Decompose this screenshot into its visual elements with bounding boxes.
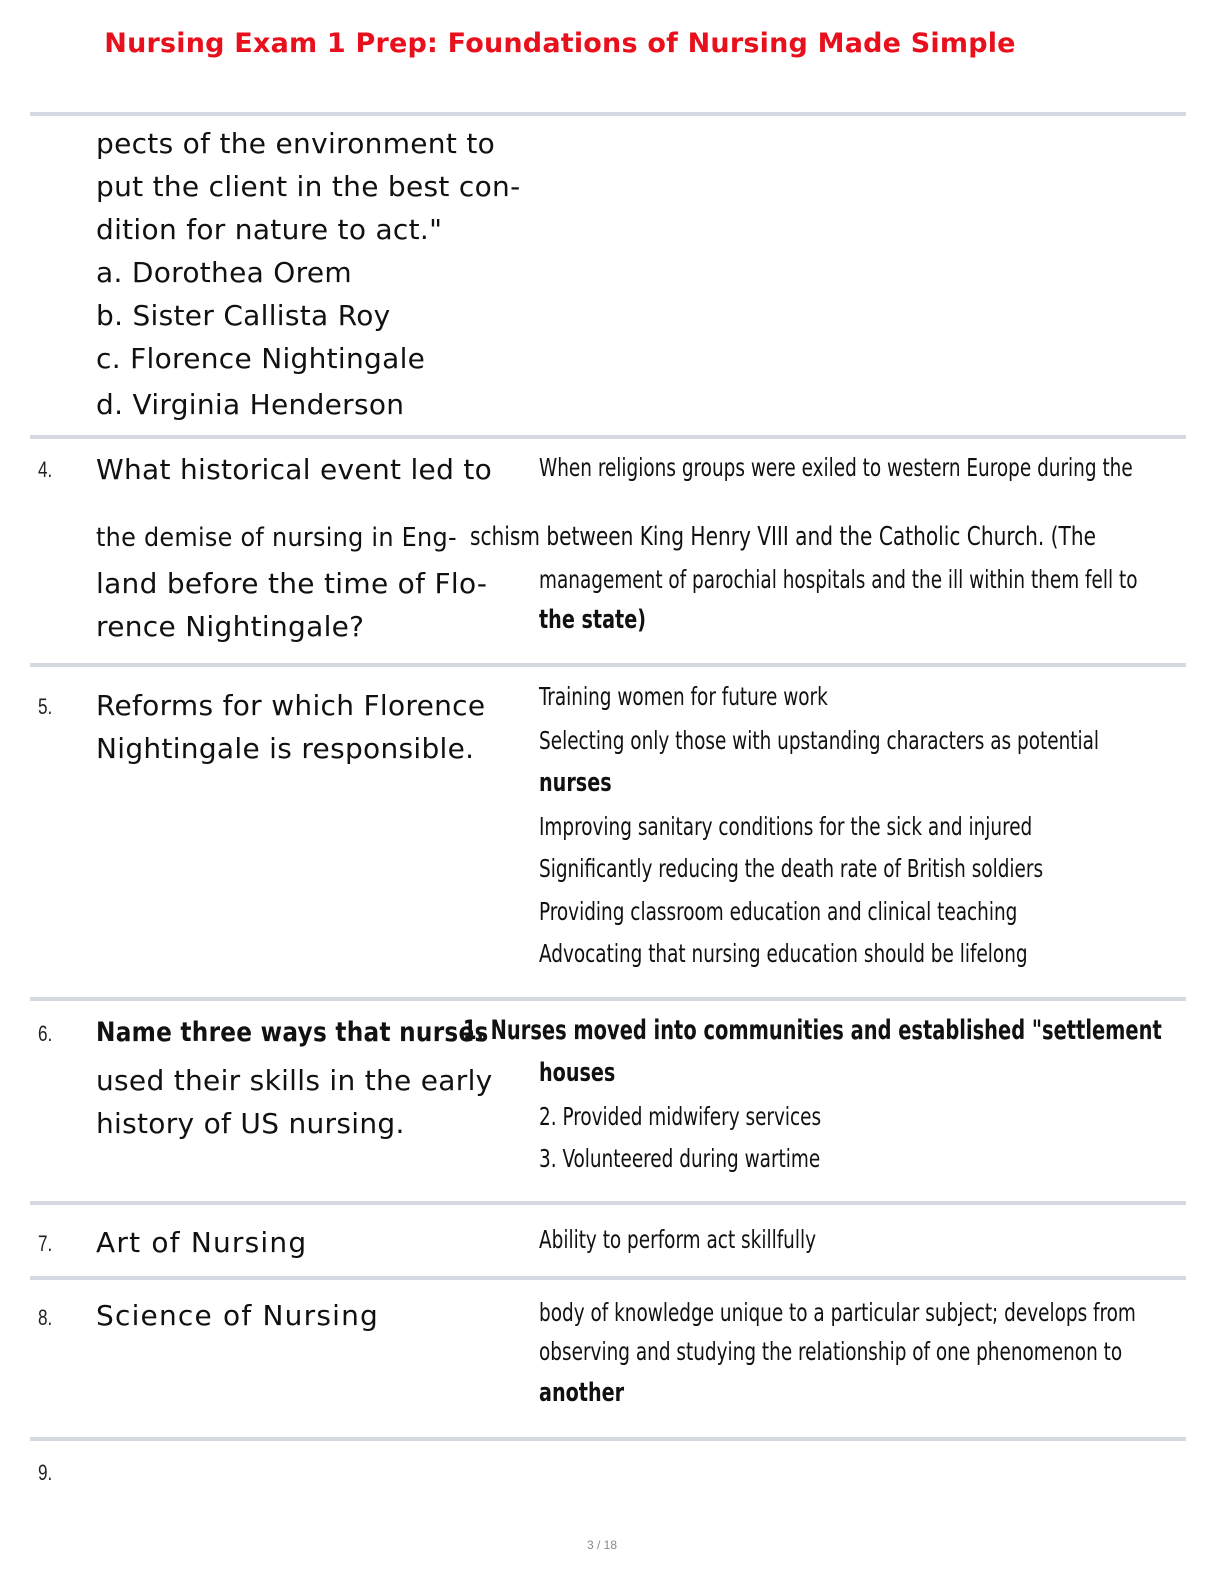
- answer-line: Training women for future work: [539, 682, 828, 711]
- answer-8: [539, 1298, 1199, 1408]
- question-3-continued: [96, 122, 536, 426]
- question-number: 8.: [38, 1305, 53, 1330]
- question-number: 7.: [38, 1231, 53, 1256]
- answer-line: 2. Provided midwifery services: [539, 1102, 822, 1131]
- question-line: Name three ways that nurses: [96, 1017, 489, 1048]
- option-c: c. Florence Nightingale: [96, 342, 426, 375]
- option-d: d. Virginia Henderson: [96, 388, 405, 421]
- answer-4: [539, 453, 1199, 485]
- page-title: Nursing Exam 1 Prep: Foundations of Nursing Made Simple: [104, 28, 1016, 59]
- question-line: used their skills in the early: [96, 1064, 493, 1097]
- answer-line: Improving sanitary conditions for the sick and injured: [539, 812, 1033, 841]
- option-a: a. Dorothea Orem: [96, 256, 352, 289]
- question-line: Science of Nursing: [96, 1299, 380, 1332]
- page-number: 3 / 18: [586, 1538, 618, 1552]
- option-b: b. Sister Callista Roy: [96, 299, 391, 332]
- answer-line: Significantly reducing the death rate of British soldiers: [539, 854, 1044, 883]
- question-line: land before the time of Flo-: [96, 567, 488, 600]
- answer-4-rest: [539, 565, 1199, 645]
- answer-7: [539, 1225, 1199, 1254]
- question-line: Reforms for which Florence: [96, 689, 486, 722]
- answer-line: When religions groups were exiled to western Europe during the: [539, 453, 1133, 482]
- divider: [30, 112, 1186, 116]
- answer-line: Selecting only those with upstanding characters as potential: [539, 726, 1100, 755]
- answer-line: observing and studying the relationship of one phenomenon to: [539, 1337, 1123, 1366]
- question-7: [96, 1221, 536, 1264]
- answer-line: Providing classroom education and clinical teaching: [539, 897, 1018, 926]
- answer-line: Advocating that nursing education should be lifelong: [539, 939, 1028, 968]
- question-number: 9.: [38, 1460, 53, 1485]
- divider: [30, 1276, 1186, 1280]
- question-line: Nightingale is responsible.: [96, 732, 475, 765]
- answer-line: Ability to perform act skillfully: [539, 1225, 817, 1254]
- question-number: 6.: [38, 1021, 53, 1046]
- question-line: history of US nursing.: [96, 1107, 405, 1140]
- question-line: Art of Nursing: [96, 1226, 308, 1259]
- question-number: 4.: [38, 457, 53, 482]
- question-line: rence Nightingale?: [96, 610, 365, 643]
- answer-line: the state): [539, 605, 646, 635]
- divider: [30, 435, 1186, 439]
- question-5: [96, 684, 536, 770]
- answer-6-line-1: 1. Nurses moved into communities and established "settlement: [463, 1015, 1162, 1046]
- answer-5: [539, 682, 1199, 981]
- answer-line: body of knowledge unique to a particular subject; develops from: [539, 1298, 1136, 1327]
- answer-line: houses: [539, 1058, 616, 1088]
- divider: [30, 997, 1186, 1001]
- question-line: dition for nature to act.": [96, 213, 443, 246]
- question-number: 5.: [38, 694, 53, 719]
- answer-line: another: [539, 1378, 625, 1408]
- divider: [30, 1201, 1186, 1205]
- question-line: put the client in the best con-: [96, 170, 521, 203]
- answer-line: nurses: [539, 768, 612, 798]
- divider: [30, 663, 1186, 667]
- answer-4-line-2: schism between King Henry VIII and the Catholic Church. (The: [470, 522, 1096, 552]
- question-line: pects of the environment to: [96, 127, 496, 160]
- answer-line: management of parochial hospitals and the ill within them fell to: [539, 565, 1138, 594]
- answer-line: 3. Volunteered during wartime: [539, 1144, 821, 1173]
- question-line: What historical event led to: [96, 453, 493, 486]
- question-8: [96, 1294, 536, 1337]
- answer-6: [539, 1058, 1199, 1186]
- divider: [30, 1437, 1186, 1441]
- question-line: the demise of nursing in Eng-: [96, 523, 457, 553]
